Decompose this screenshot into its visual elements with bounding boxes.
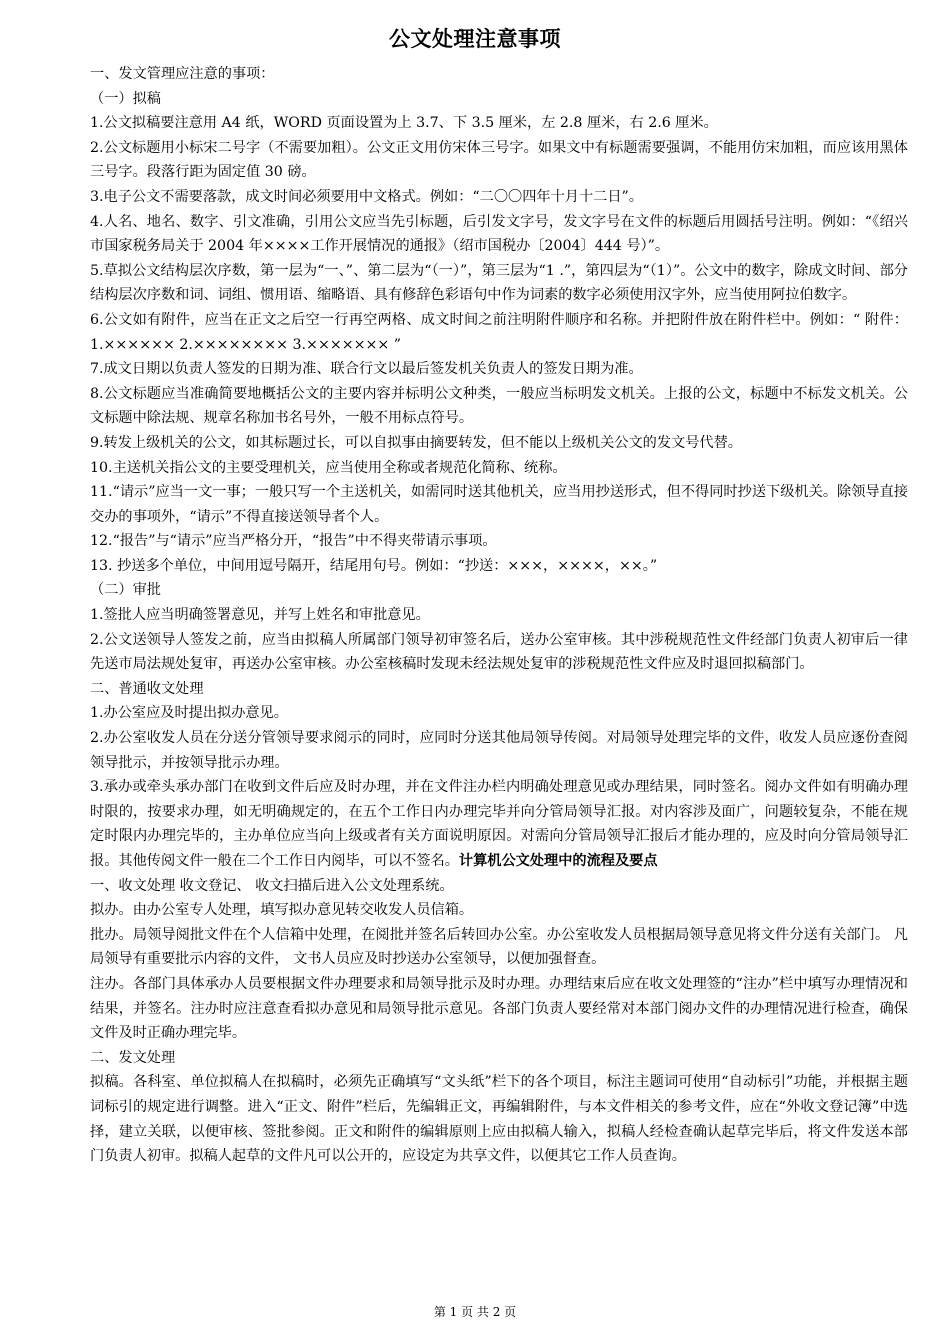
paragraph: 2.公文标题用小标宋二号字（不需要加粗）。公文正文用仿宋体三号字。如果文中有标题需要强调，不能用仿宋加粗，而应该用黑体三号字。段落行距为固定值 30 磅。 [90, 139, 908, 181]
paragraph: 10.主送机关指公文的主要受理机关，应当使用全称或者规范化简称、统称。 [90, 459, 567, 476]
paragraph-with-bold-heading [90, 775, 908, 873]
section-heading: 一、发文管理应注意的事项： [90, 66, 275, 82]
paragraph: 1.公文拟稿要注意用 A4 纸，WORD 页面设置为上 3.7、下 3.5 厘米，左 2.8 厘米，右 2.6 厘米。 [90, 115, 718, 132]
page-footer: 第 1 页 共 2 页 [433, 1305, 517, 1319]
paragraph: 1.签批人应当明确签署意见，并写上姓名和审批意见。 [90, 607, 430, 624]
paragraph: 9.转发上级机关的公文，如其标题过长，可以自拟事由摘要转发，但不能以上级机关公文的发文号代替。 [90, 434, 742, 451]
paragraph: 批办。局领导阅批文件在个人信箱中处理，在阅批并签名后转回办公室。办公室收发人员根据局领导意见将文件分送有关部门。 凡局领导有重要批示内容的文件， 文书人员应及时抄送办公室领导，以便加强督查。 [90, 926, 908, 968]
paragraph: 8.公文标题应当准确简要地概括公文的主要内容并标明公文种类，一般应当标明发文机关。上报的公文，标题中不标发文机关。公文标题中除法规、规章名称加书名号外，一般不用标点符号。 [90, 385, 908, 427]
paragraph: 2.办公室收发人员在分送分管领导要求阅示的同时，应同时分送其他局领导传阅。对局领导处理完毕的文件，收发人员应逐份查阅领导批示，并按领导批示办理。 [90, 730, 908, 771]
bold-heading: 计算机公文处理中的流程及要点 [458, 853, 658, 869]
paragraph: 12.“报告”与“请示”应当严格分开，“报告”中不得夹带请示事项。 [90, 533, 497, 550]
paragraph: 拟办。由办公室专人处理，填写拟办意见转交收发人员信箱。 [90, 902, 474, 919]
paragraph-text: 3.承办或牵头承办部门在收到文件后应及时办理，并在文件注办栏内明确处理意见或办理结果，同时签名。阅办文件如有明确办理时限的，按要求办理，如无明确规定的，在五个工作日内办理完毕并向分管局领导汇报。对内容涉及面广，问题较复杂，不能在规定时限内办理完毕的，主办单位应当向上级或者有关方面说明原因。对需向分管局领导汇报后才能办理的，应及时向分管局领导汇报。其他传阅文件一般在二个工作日内阅毕，可以不签名。 [90, 779, 908, 869]
paragraph: 注办。各部门具体承办人员要根据文件办理要求和局领导批示及时办理。办理结束后应在收文处理签的“注办”栏中填写办理情况和结果，并签名。注办时应注意查看拟办意见和局领导批示意见。各部门负责人要经常对本部门阅办文件的办理情况进行检查，确保文件及时正确办理完毕。 [90, 975, 908, 1042]
paragraph: 6.公文如有附件，应当在正文之后空一行再空两格、成文时间之前注明附件顺序和名称。并把附件放在附件栏中。例如：“ 附件：1.×××××× 2.×××××××× 3.××××××× ” [90, 311, 908, 353]
section-heading: 二、发文处理 [90, 1049, 176, 1066]
section-heading: 二、普通收文处理 [90, 680, 204, 697]
paragraph: 5.草拟公文结构层次序数，第一层为“一、”、第二层为“（一）”，第三层为“1 .”，第四层为“（1）”。公文中的数字，除成文时间、部分结构层次序数和词、词组、惯用语、缩略语、具有修辞色彩语句中作为词素的数字必须使用汉字外，应当使用阿拉伯数字。 [90, 262, 908, 304]
document-title: 公文处理注意事项 [389, 27, 561, 51]
document-body [90, 62, 908, 1169]
paragraph: 11.“请示”应当一文一事；一般只写一个主送机关，如需同时送其他机关，应当用抄送形式，但不得同时抄送下级机关。除领导直接交办的事项外，“请示”不得直接送领导者个人。 [90, 484, 908, 525]
paragraph: 13. 抄送多个单位，中间用逗号隔开，结尾用句号。例如：“抄送：×××，××××，××。” [90, 557, 658, 574]
subsection-heading: （二）审批 [90, 582, 161, 599]
paragraph: 一、收文处理 收文登记、 收文扫描后进入公文处理系统。 [90, 877, 454, 894]
paragraph: 3.电子公文不需要落款，成文时间必须要用中文格式。例如：“二〇〇四年十月十二日”。 [90, 188, 643, 205]
paragraph: 拟稿。各科室、单位拟稿人在拟稿时，必须先正确填写“文头纸”栏下的各个项目，标注主题词可使用“自动标引”功能，并根据主题词标引的规定进行调整。进入“正文、附件”栏后，先编辑正文，再编辑附件，与本文件相关的参考文件，应在“外收文登记簿”中选择，建立关联，以便审核、签批参阅。正文和附件的编辑原则上应由拟稿人输入，拟稿人经检查确认起草完毕后，将文件发送本部门负责人初审。拟稿人起草的文件凡可以公开的，应设定为共享文件，以便其它工作人员查询。 [90, 1074, 908, 1165]
subsection-heading: （一）拟稿 [90, 90, 161, 107]
paragraph: 2.公文送领导人签发之前，应当由拟稿人所属部门领导初审签名后，送办公室审核。其中涉税规范性文件经部门负责人初审后一律先送市局法规处复审，再送办公室审核。办公室核稿时发现未经法规处复审的涉税规范性文件应及时退回拟稿部门。 [90, 631, 908, 673]
paragraph: 4.人名、地名、数字、引文准确，引用公文应当先引标题，后引发文字号，发文字号在文件的标题后用圆括号注明。例如：“《绍兴市国家税务局关于 2004 年××××工作开展情况的通报》（绍市国税办〔2004〕444 号）”。 [90, 213, 908, 255]
paragraph: 1.办公室应及时提出拟办意见。 [90, 705, 288, 722]
paragraph: 7.成文日期以负责人签发的日期为准、联合行文以最后签发机关负责人的签发日期为准。 [90, 361, 643, 378]
